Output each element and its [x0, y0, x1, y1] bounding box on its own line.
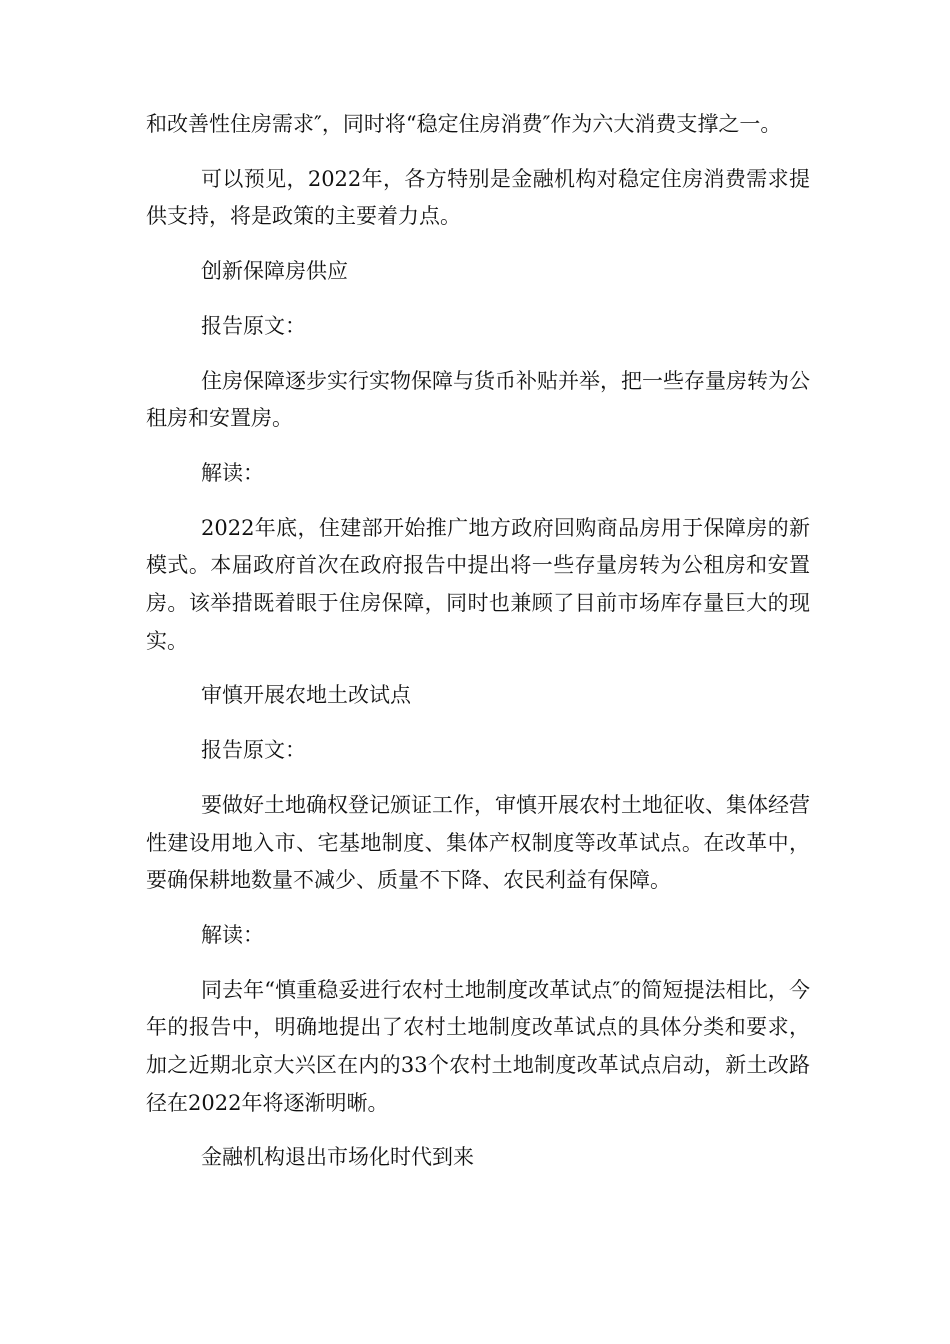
section-heading-affordable-housing: 创新保障房供应	[201, 259, 348, 284]
paragraph-outlook: 可以预见，2022年，各方特别是金融机构对稳定住房消费需求提供支持，将是政策的主要着力点。	[146, 166, 810, 229]
section-heading-land-reform: 审慎开展农地土改试点	[201, 683, 411, 708]
paragraph-report-land: 要做好土地确权登记颁证工作，审慎开展农村土地征收、集体经营性建设用地入市、宅基地制度、集体产权制度等改革试点。在改革中，要确保耕地数量不减少、质量不下降、农民利益有保障。	[146, 792, 810, 893]
interpretation-label: 解读：	[201, 460, 264, 485]
document-body	[146, 106, 810, 1194]
paragraph-report-housing: 住房保障逐步实行实物保障与货币补贴并举，把一些存量房转为公租房和安置房。	[146, 368, 810, 431]
interpretation-label: 解读：	[201, 922, 264, 947]
report-original-label: 报告原文：	[201, 738, 306, 763]
paragraph-interpretation-land: 同去年“慎重稳妥进行农村土地制度改革试点″的简短提法相比，今年的报告中，明确地提出了农村土地制度改革试点的具体分类和要求，加之近期北京大兴区在内的33个农村土地制度改革试点启动，新土改路径在2022年将逐渐明晰。	[146, 977, 810, 1115]
report-original-label: 报告原文：	[201, 313, 306, 338]
paragraph-continuation: 和改善性住房需求″，同时将“稳定住房消费″作为六大消费支撑之一。	[146, 112, 782, 136]
section-heading-financial-exit: 金融机构退出市场化时代到来	[201, 1145, 474, 1170]
paragraph-interpretation-housing: 2022年底，住建部开始推广地方政府回购商品房用于保障房的新模式。本届政府首次在政府报告中提出将一些存量房转为公租房和安置房。该举措既着眼于住房保障，同时也兼顾了目前市场库存量巨大的现实。	[146, 515, 810, 653]
